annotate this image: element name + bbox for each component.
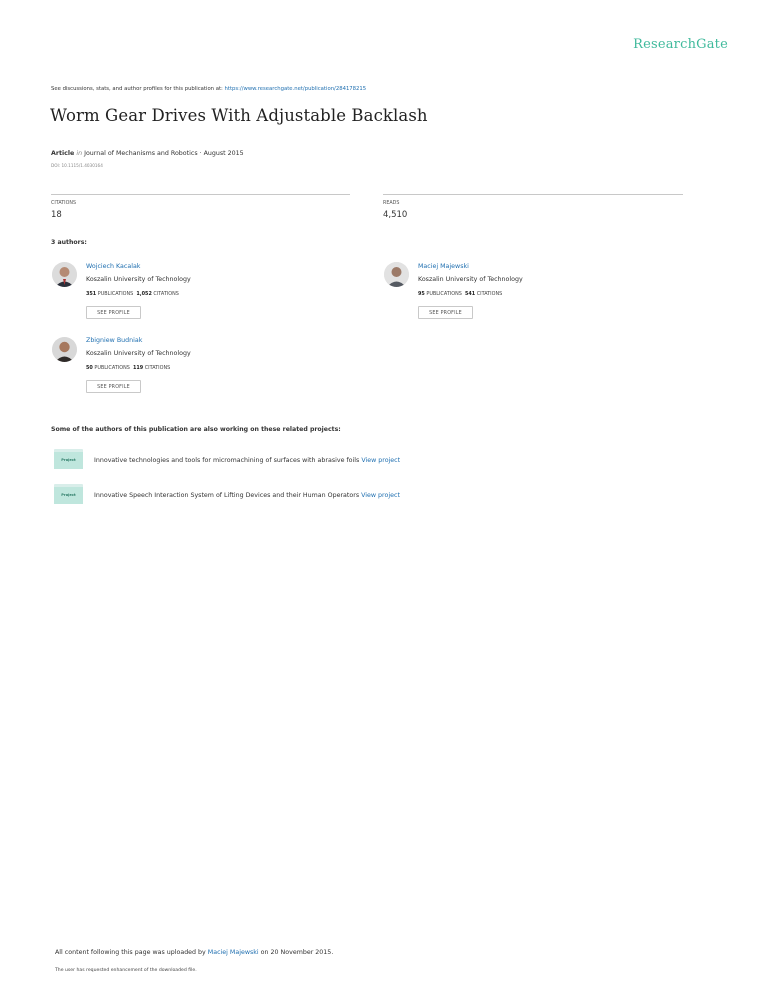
related-projects-heading: Some of the authors of this publication are also working on these related projects: bbox=[51, 426, 341, 433]
project-title: Innovative technologies and tools for micromachining of surfaces with abrasive foils bbox=[94, 457, 362, 464]
citations-divider bbox=[51, 194, 350, 195]
in-word: in bbox=[76, 150, 83, 157]
publications-label: PUBLICATIONS bbox=[426, 291, 462, 297]
citations-count: 541 bbox=[464, 291, 476, 297]
citations-label: CITATIONS bbox=[51, 201, 76, 206]
author-name-link[interactable]: Maciej Majewski bbox=[418, 263, 469, 270]
author-avatar[interactable] bbox=[52, 337, 77, 362]
author-institution: Koszalin University of Technology bbox=[86, 276, 191, 283]
publications-label: PUBLICATIONS bbox=[97, 291, 134, 297]
author-avatar[interactable] bbox=[52, 262, 77, 287]
citations-label: CITATIONS bbox=[476, 291, 503, 297]
author-avatar[interactable] bbox=[384, 262, 409, 287]
upload-note bbox=[55, 949, 333, 956]
publications-count: 50 bbox=[86, 365, 93, 371]
publications-label: PUBLICATIONS bbox=[94, 365, 130, 371]
publication-link[interactable]: https://www.researchgate.net/publication/284178215 bbox=[224, 86, 367, 92]
citations-value: 18 bbox=[51, 210, 62, 220]
see-profile-button[interactable]: SEE PROFILE bbox=[86, 306, 141, 319]
project-icon[interactable] bbox=[54, 449, 83, 469]
project-title: Innovative Speech Interaction System of Lifting Devices and their Human Operators bbox=[94, 492, 362, 499]
see-profile-button[interactable]: SEE PROFILE bbox=[418, 306, 473, 319]
project-icon[interactable] bbox=[54, 484, 83, 504]
project-icon-label: Project bbox=[54, 487, 83, 504]
uploader-link[interactable]: Maciej Majewski bbox=[207, 949, 259, 956]
authors-heading: 3 authors: bbox=[51, 239, 87, 246]
publications-count: 95 bbox=[418, 291, 425, 297]
author-name-link[interactable]: Zbigniew Budniak bbox=[86, 337, 143, 344]
citations-count: 1,052 bbox=[136, 291, 152, 297]
citations-label: CITATIONS bbox=[153, 291, 179, 297]
reads-divider bbox=[383, 194, 683, 195]
upload-prefix: All content following this page was uploaded by bbox=[55, 949, 208, 956]
person-icon bbox=[52, 262, 77, 287]
see-profile-button[interactable]: SEE PROFILE bbox=[86, 380, 141, 393]
project-icon-label: Project bbox=[54, 452, 83, 469]
publication-title: Worm Gear Drives With Adjustable Backlash bbox=[50, 106, 428, 125]
person-icon bbox=[52, 337, 77, 362]
reads-label: READS bbox=[383, 201, 400, 206]
author-stats bbox=[86, 291, 179, 297]
researchgate-logo[interactable]: ResearchGate bbox=[633, 37, 728, 52]
author-stats bbox=[418, 291, 502, 297]
author-institution: Koszalin University of Technology bbox=[86, 350, 191, 357]
project-item bbox=[94, 492, 400, 499]
project-item bbox=[94, 457, 400, 464]
reads-value: 4,510 bbox=[383, 210, 408, 220]
journal-info: Journal of Mechanisms and Robotics · August 2015 bbox=[84, 150, 244, 157]
person-icon bbox=[384, 262, 409, 287]
discussion-line bbox=[51, 86, 366, 92]
author-institution: Koszalin University of Technology bbox=[418, 276, 523, 283]
upload-suffix: on 20 November 2015. bbox=[258, 949, 334, 956]
author-name-link[interactable]: Wojciech Kacalak bbox=[86, 263, 141, 270]
view-project-link[interactable]: View project bbox=[361, 457, 401, 464]
view-project-link[interactable]: View project bbox=[361, 492, 400, 499]
citations-label: CITATIONS bbox=[144, 365, 171, 371]
discussion-prefix: See discussions, stats, and author profiles for this publication at: bbox=[51, 86, 225, 92]
citations-count: 119 bbox=[132, 365, 144, 371]
article-type: Article bbox=[51, 150, 75, 157]
enhancement-note: The user has requested enhancement of the downloaded file. bbox=[55, 968, 197, 973]
publication-meta bbox=[51, 150, 244, 157]
publications-count: 351 bbox=[86, 291, 97, 297]
author-stats bbox=[86, 365, 170, 371]
doi: DOI: 10.1115/1.4030164 bbox=[51, 163, 103, 168]
